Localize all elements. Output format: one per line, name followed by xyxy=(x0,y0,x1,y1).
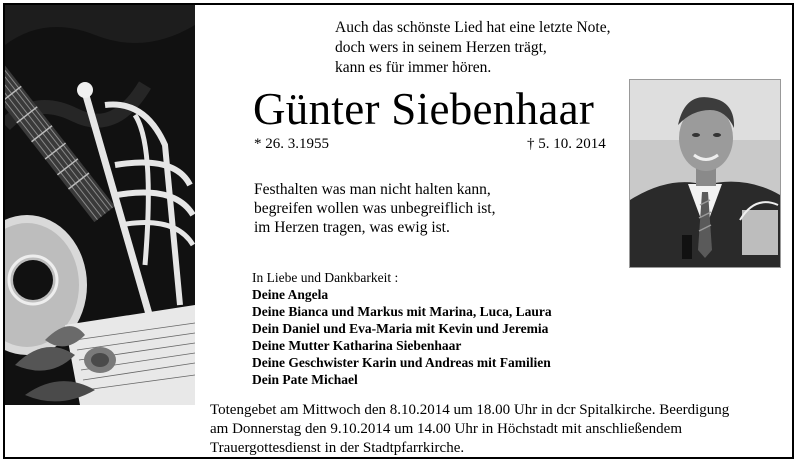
quote-line: begreifen wollen was unbegreiflich ist, xyxy=(254,200,496,217)
service-details xyxy=(210,401,729,458)
opening-quote xyxy=(335,18,610,78)
portrait-image xyxy=(630,80,780,267)
quote-line: im Herzen tragen, was ewig ist. xyxy=(254,219,450,236)
mourner-entry: Dein Daniel und Eva-Maria mit Kevin und Jeremia xyxy=(252,321,549,336)
mourner-entry: Deine Mutter Katharina Siebenhaar xyxy=(252,338,462,353)
deceased-name: Günter Siebenhaar xyxy=(253,84,595,134)
mourners-list xyxy=(252,269,552,388)
quote-line: doch wers in seinem Herzen trägt, xyxy=(335,39,547,56)
service-line: am Donnerstag den 9.10.2014 um 14.00 Uhr in Höchstadt mit anschließendem xyxy=(210,421,682,437)
quote-line: kann es für immer hören. xyxy=(335,59,492,76)
middle-quote xyxy=(254,180,495,237)
service-line: Totengebet am Mittwoch den 8.10.2014 um 18.00 Uhr in dcr Spitalkirche. Beerdigung xyxy=(210,402,730,418)
mourner-entry: Dein Pate Michael xyxy=(252,372,358,387)
death-date: † 5. 10. 2014 xyxy=(527,136,606,152)
mourner-entry: Deine Angela xyxy=(252,287,329,302)
guitar-trumpet-photo xyxy=(5,5,195,405)
birth-date: * 26. 3.1955 xyxy=(254,136,329,152)
mourner-entry: Deine Bianca und Markus mit Marina, Luca, Laura xyxy=(252,304,552,319)
instruments-image xyxy=(5,5,195,405)
quote-line: Festhalten was man nicht halten kann, xyxy=(254,181,491,198)
mourner-entry: Deine Geschwister Karin und Andreas mit Familien xyxy=(252,355,551,370)
quote-line: Auch das schönste Lied hat eine letzte Note, xyxy=(335,19,611,36)
service-line: Trauergottesdienst in der Stadtpfarrkirche. xyxy=(210,440,465,456)
portrait-photo xyxy=(629,79,781,268)
mourners-intro: In Liebe und Dankbarkeit : xyxy=(252,270,399,285)
obituary-notice xyxy=(3,3,794,459)
